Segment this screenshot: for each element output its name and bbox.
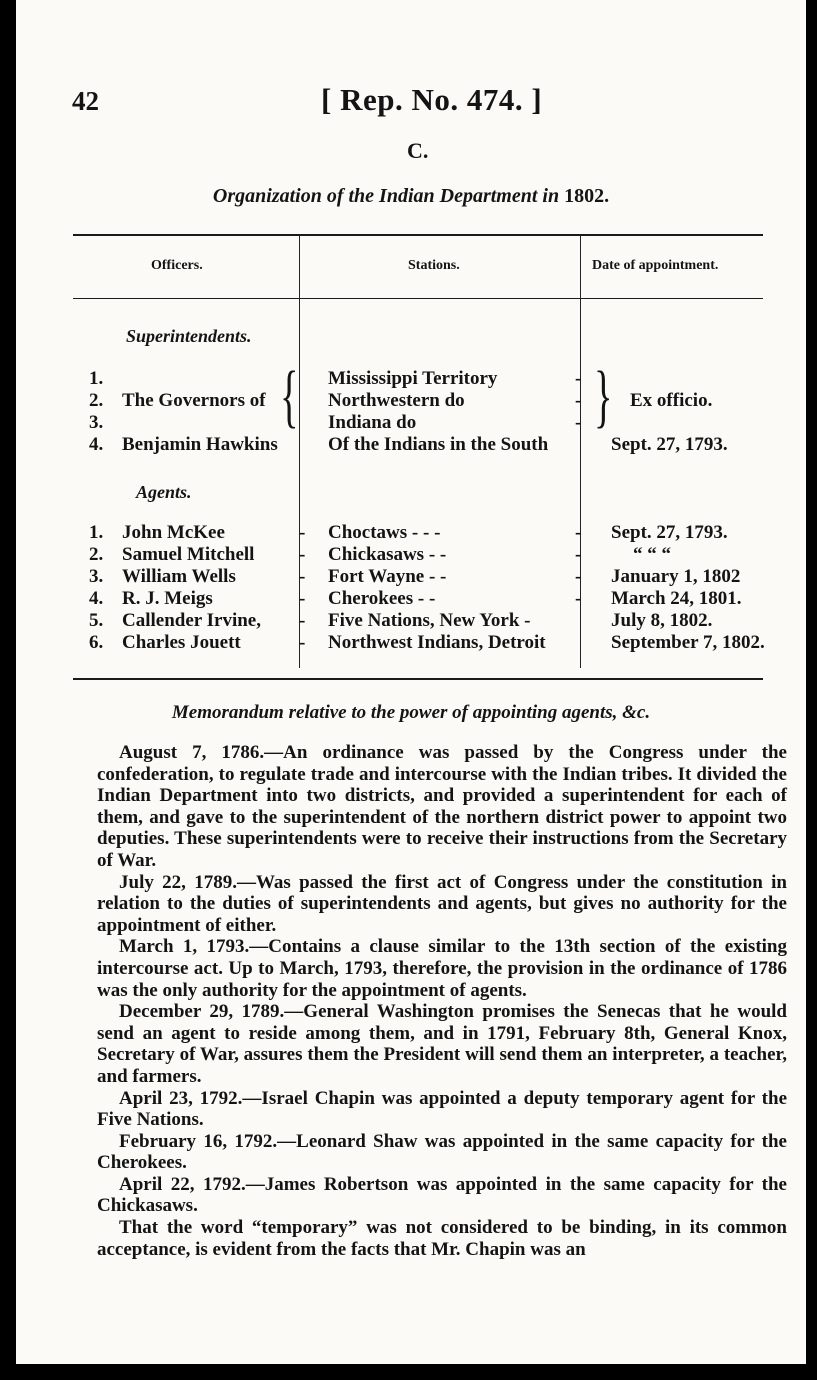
paragraph: That the word “temporary” was not considered to be binding, in its common acceptance, is evident from the facts that Mr. Chapin was an [97,1217,787,1260]
row-date: Sept. 27, 1793. [611,522,728,543]
scan-bottom-edge [0,1364,817,1380]
row-number: 2. [89,544,104,565]
row-dash: - [575,544,582,565]
paragraph: December 29, 1789.—General Washington promises the Senecas that he would send an agent to reside among them, and in 1791, February 8th, General Knox, Secretary of War, assures them the President will send them an interpreter, a teacher, and farmers. [97,1001,787,1087]
agents-label: Agents. [136,482,192,502]
row-number: 4. [89,588,104,609]
memorandum-title: Memorandum relative to the power of appointing agents, &c. [171,702,651,723]
row-date: “ “ “ [633,544,671,565]
row-station: Mississippi Territory [328,368,498,389]
row-dash: - [299,522,306,543]
row-number: 3. [89,412,104,433]
row-dash: - [575,566,582,587]
row-dash: - [299,566,306,587]
scan-edge [806,0,817,1380]
right-brace: } [594,358,613,435]
paragraph: March 1, 1793.—Contains a clause similar to the 13th section of the existing intercourse act. Up to March, 1793, therefore, the provision in the ordinance of 1786 was the only authority for the appointment of agents. [97,936,787,1001]
row-number: 1. [89,522,104,543]
table-header-rule [73,298,763,299]
superintendents-label: Superintendents. [126,326,252,346]
row-station: Five Nations, New York - [328,610,531,631]
row-dash: - [575,588,582,609]
memorandum-body [97,742,787,1260]
column-header-officers: Officers. [151,258,203,273]
row-officer: John McKee [122,522,225,543]
row-dash: - [299,632,306,653]
governors-name: The Governors of [122,390,266,411]
paragraph: April 23, 1792.—Israel Chapin was appointed a deputy temporary agent for the Five Nations. [97,1087,787,1131]
row-officer: R. J. Meigs [122,588,213,609]
row-number: 1. [89,368,104,389]
row-dash: - [575,412,582,433]
document-title [16,185,806,208]
paragraph: July 22, 1789.—Was passed the first act of Congress under the constitution in relation to the duties of superintendents and agents, but gives no authority for the appointment of either. [97,871,787,936]
column-header-date: Date of appointment. [592,258,719,273]
report-header: [ Rep. No. 474. ] [321,82,543,117]
table-bottom-rule [73,678,763,680]
row-station: Indiana do [328,412,417,433]
row-number: 2. [89,390,104,411]
title-text: Organization of the Indian Department in [212,185,560,207]
row-dash: - [575,390,582,411]
page-number: 42 [72,86,99,116]
row-station: Chickasaws - - [328,544,447,565]
row-date: March 24, 1801. [611,588,742,609]
row-station: Choctaws - - - [328,522,441,543]
row-station: Of the Indians in the South [328,434,549,455]
document-page [16,0,806,1364]
row-officer: Charles Jouett [122,632,241,653]
title-year: 1802. [564,185,610,207]
row-station: Cherokees - - [328,588,436,609]
row-number: 6. [89,632,104,653]
left-brace: { [280,358,299,435]
row-officer: William Wells [122,566,236,587]
paragraph: February 16, 1792.—Leonard Shaw was appointed in the same capacity for the Cherokees. [97,1130,787,1174]
column-header-stations: Stations. [408,258,460,273]
table-top-rule [73,234,763,236]
row-station: Northwestern do [328,390,465,411]
paragraph: August 7, 1786.—An ordinance was passed by the Congress under the confederation, to regulate trade and intercourse with the Indian tribes. It divided the Indian Department into two districts, and provided a superintendent for each of them, and gave to the superintendent of the northern district power to appoint two deputies. These superintendents were to receive their instructions from the Secretary of War. [97,742,787,871]
row-dash: - [575,522,582,543]
section-letter: C. [407,138,429,163]
row-dash: - [299,588,306,609]
row-number: 4. [89,434,104,455]
row-officer: Callender Irvine, [122,610,261,631]
ex-officio-date: Ex officio. [630,390,713,411]
row-number: 3. [89,566,104,587]
row-dash: - [299,610,306,631]
row-station: Fort Wayne - - [328,566,447,587]
row-date: July 8, 1802. [611,610,713,631]
row-date: Sept. 27, 1793. [611,434,728,455]
row-officer: Benjamin Hawkins [122,434,278,455]
row-officer: Samuel Mitchell [122,544,255,565]
row-date: January 1, 1802 [611,566,741,587]
row-dash: - [299,544,306,565]
paragraph: April 22, 1792.—James Robertson was appointed in the same capacity for the Chickasaws. [97,1173,787,1217]
row-number: 5. [89,610,104,631]
row-date: September 7, 1802. [611,632,765,653]
row-station: Northwest Indians, Detroit [328,632,546,653]
row-dash: - [575,368,582,389]
